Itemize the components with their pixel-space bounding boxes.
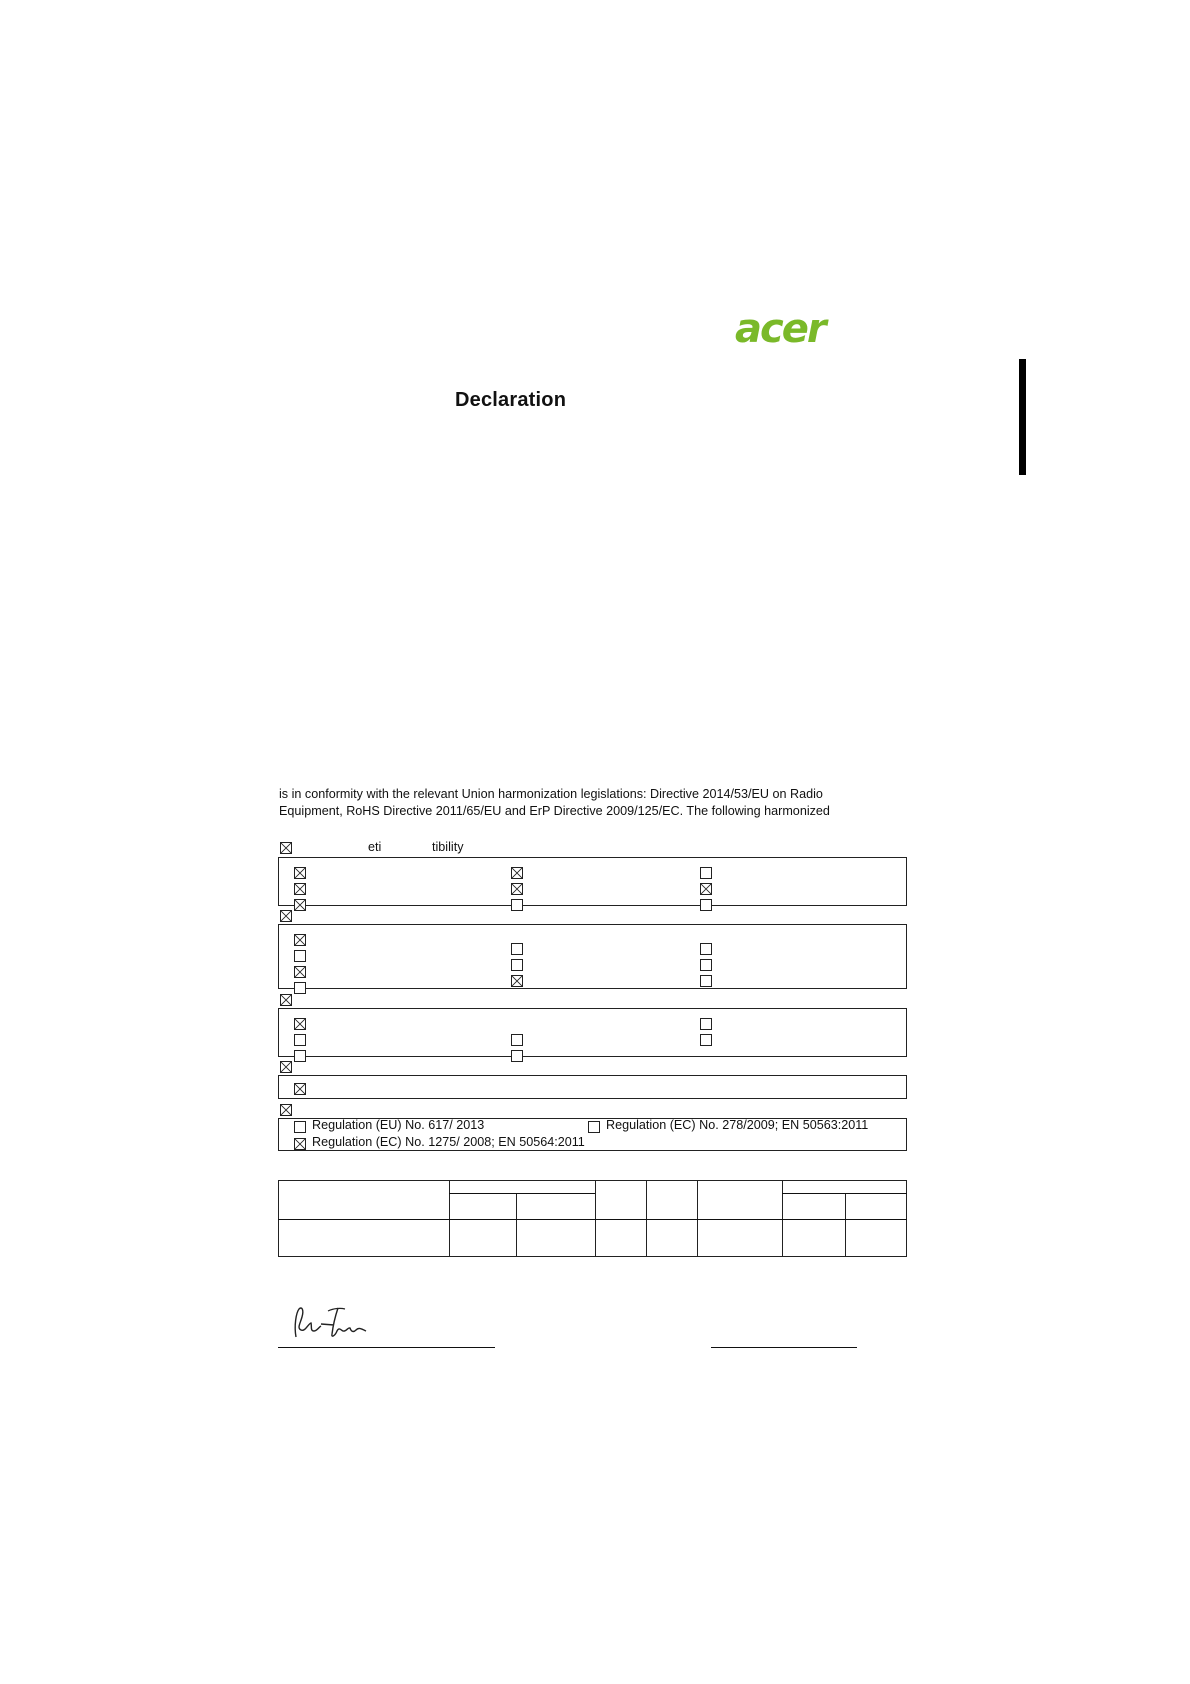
table-subdivider xyxy=(845,1193,846,1257)
section-2-item-checkbox[interactable] xyxy=(294,966,306,978)
reg-617-label: Regulation (EU) No. 617/ 2013 xyxy=(312,1118,485,1132)
table-subdivider xyxy=(516,1193,517,1257)
table-subheader-line xyxy=(449,1193,595,1194)
section-3-item-checkbox[interactable] xyxy=(700,1034,712,1046)
section-3-item-checkbox[interactable] xyxy=(700,1018,712,1030)
section-3-box xyxy=(278,1008,907,1057)
section-4-item-checkbox[interactable] xyxy=(294,1083,306,1095)
emc-item-checkbox[interactable] xyxy=(700,899,712,911)
emc-item-checkbox[interactable] xyxy=(294,867,306,879)
emc-item-checkbox[interactable] xyxy=(511,883,523,895)
reg-278-label: Regulation (EC) No. 278/2009; EN 50563:2011 xyxy=(606,1118,869,1132)
conformity-line-1: is in conformity with the relevant Union harmonization legislations: Directive 2014/53/EU on Radio xyxy=(279,787,823,801)
section-emc-fragment-1: eti xyxy=(368,840,382,854)
signature-line xyxy=(278,1347,495,1348)
section-2-item-checkbox[interactable] xyxy=(294,950,306,962)
section-2-item-checkbox[interactable] xyxy=(511,959,523,971)
conformity-paragraph xyxy=(279,786,879,820)
svg-text:acer: acer xyxy=(735,308,825,350)
side-marker-bar xyxy=(1019,359,1026,475)
reg-1275-label: Regulation (EC) No. 1275/ 2008; EN 50564:2011 xyxy=(312,1135,585,1149)
section-2-item-checkbox[interactable] xyxy=(511,975,523,987)
acer-logo xyxy=(733,308,848,350)
reg-617-checkbox[interactable] xyxy=(294,1121,306,1133)
section-emc-fragment-2: tibility xyxy=(432,840,464,854)
emc-item-checkbox[interactable] xyxy=(700,883,712,895)
section-2-checkbox[interactable] xyxy=(280,910,292,922)
section-3-item-checkbox[interactable] xyxy=(294,1050,306,1062)
section-3-item-checkbox[interactable] xyxy=(294,1018,306,1030)
table-row-line xyxy=(278,1219,907,1220)
section-3-item-checkbox[interactable] xyxy=(511,1034,523,1046)
emc-item-checkbox[interactable] xyxy=(294,899,306,911)
emc-item-checkbox[interactable] xyxy=(511,867,523,879)
emc-item-checkbox[interactable] xyxy=(294,883,306,895)
section-2-item-checkbox[interactable] xyxy=(700,943,712,955)
section-erp-checkbox[interactable] xyxy=(280,1104,292,1116)
reg-278-checkbox[interactable] xyxy=(588,1121,600,1133)
section-2-item-checkbox[interactable] xyxy=(511,943,523,955)
section-3-item-checkbox[interactable] xyxy=(511,1050,523,1062)
table-subheader-line xyxy=(782,1193,907,1194)
section-2-item-checkbox[interactable] xyxy=(700,959,712,971)
signature-image xyxy=(290,1304,378,1340)
emc-item-checkbox[interactable] xyxy=(511,899,523,911)
reg-1275-checkbox[interactable] xyxy=(294,1138,306,1150)
date-line xyxy=(711,1347,857,1348)
section-2-item-checkbox[interactable] xyxy=(700,975,712,987)
section-2-box xyxy=(278,924,907,989)
section-3-checkbox[interactable] xyxy=(280,994,292,1006)
page-title: Declaration xyxy=(455,389,567,411)
section-emc-checkbox[interactable] xyxy=(280,842,292,854)
emc-item-checkbox[interactable] xyxy=(700,867,712,879)
section-2-item-checkbox[interactable] xyxy=(294,982,306,994)
conformity-line-2: Equipment, RoHS Directive 2011/65/EU and ErP Directive 2009/125/EC. The following harmonized xyxy=(279,804,830,818)
section-3-item-checkbox[interactable] xyxy=(294,1034,306,1046)
section-4-box xyxy=(278,1075,907,1099)
section-2-item-checkbox[interactable] xyxy=(294,934,306,946)
section-4-checkbox[interactable] xyxy=(280,1061,292,1073)
section-emc-box xyxy=(278,857,907,906)
